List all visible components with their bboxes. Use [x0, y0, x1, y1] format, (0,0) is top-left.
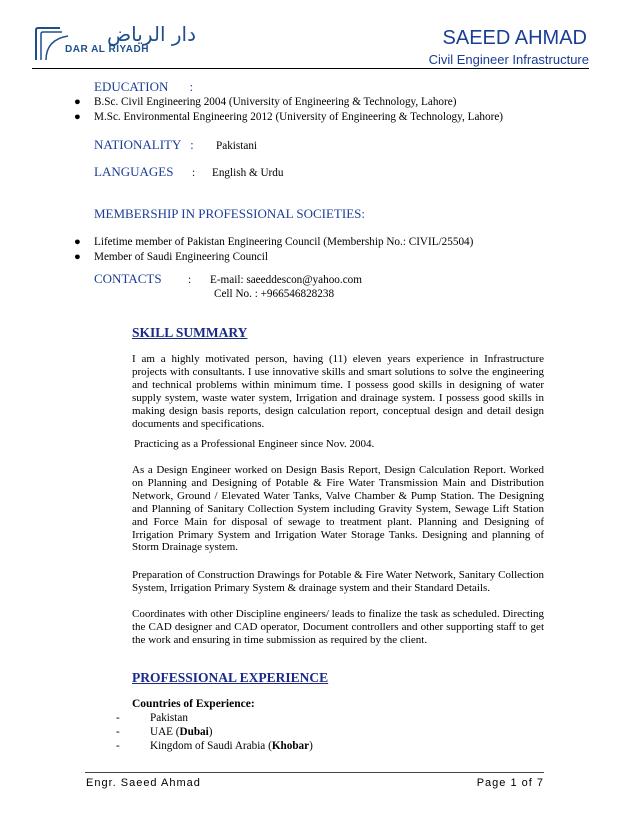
languages-label: LANGUAGES [94, 164, 174, 179]
contacts-colon: : [188, 274, 192, 286]
skill-paragraph: As a Design Engineer worked on Design Basis Report, Design Calculation Report. Worked on Planning and Designing of Potable & Fire Water Transmission Main and Distribution Network, Ground / Elevated Water Tanks, Valve Chamber & Pump Station. The Designing and Planning of Sanitary Collection System including Gravity System, Sewage Lift Station and Force Main for disposal of sewage to treatment plant. Planning and Designing of Irrigation Primary System and Irrigation Water Storage Tanks. Designing and planning of Storm Drainage system. [132, 464, 544, 554]
footer-divider [85, 772, 544, 773]
nationality-label: NATIONALITY [94, 137, 181, 152]
nationality-row: NATIONALITY : [94, 137, 194, 152]
footer-author: Engr. Saeed Ahmad [86, 777, 201, 789]
nationality-value: Pakistani [216, 140, 258, 152]
professional-experience-heading: PROFESSIONAL EXPERIENCE [132, 670, 329, 685]
dash-bullet: - [116, 712, 120, 724]
education-label: EDUCATION [94, 79, 169, 94]
person-title: Civil Engineer Infrastructure [428, 52, 589, 67]
dash-bullet: - [116, 726, 120, 738]
bullet-icon: ● [74, 251, 81, 263]
logo-arabic-text: دار الرياض [107, 22, 197, 46]
contact-email: E-mail: saeeddescon@yahoo.com [210, 274, 362, 286]
contacts-label: CONTACTS [94, 271, 162, 286]
skill-paragraph: Practicing as a Professional Engineer since Nov. 2004. [134, 438, 375, 450]
bullet-icon: ● [74, 236, 81, 248]
education-heading [94, 79, 193, 95]
skill-summary-heading: SKILL SUMMARY [132, 325, 248, 340]
company-logo [32, 22, 197, 64]
contact-phone: Cell No. : +966546828238 [214, 288, 335, 300]
header-divider [32, 68, 589, 69]
skill-paragraph: Preparation of Construction Drawings for Potable & Fire Water Network, Sanitary Collection System, Irrigation Primary System & drainage system and their Standard Details. [132, 569, 544, 594]
person-name: SAEED AHMAD [442, 27, 587, 49]
logo-latin-text: DAR AL RIYADH [65, 44, 149, 55]
skill-paragraph: Coordinates with other Discipline engineers/ leads to finalize the task as scheduled. Directing the CAD designer and CAD operator, Document controllers and other supporting staff to get the work and ensuring in time submission as required by the client. [132, 608, 544, 646]
countries-label: Countries of Experience: [132, 698, 255, 710]
membership-heading: MEMBERSHIP IN PROFESSIONAL SOCIETIES: [94, 206, 365, 221]
education-colon: : [189, 79, 194, 94]
skill-paragraph: I am a highly motivated person, having (11) eleven years experience in Infrastructure projects with consultants. I use innovative skills and smart solutions to solve the engineering and technical problems within minimum time. I possess good skills in designing of water supply system, waste water system, Irrigation and drainage system. I possess good skills in making design basis reports, design calculation report, conceptual design and detail design documents and specifications. [132, 353, 544, 430]
dash-bullet: - [116, 740, 120, 752]
languages-colon: : [192, 167, 196, 179]
languages-value: English & Urdu [212, 167, 284, 179]
page-number: Page 1 of 7 [476, 777, 544, 789]
bullet-icon: ● [74, 111, 81, 123]
bullet-icon: ● [74, 96, 81, 108]
